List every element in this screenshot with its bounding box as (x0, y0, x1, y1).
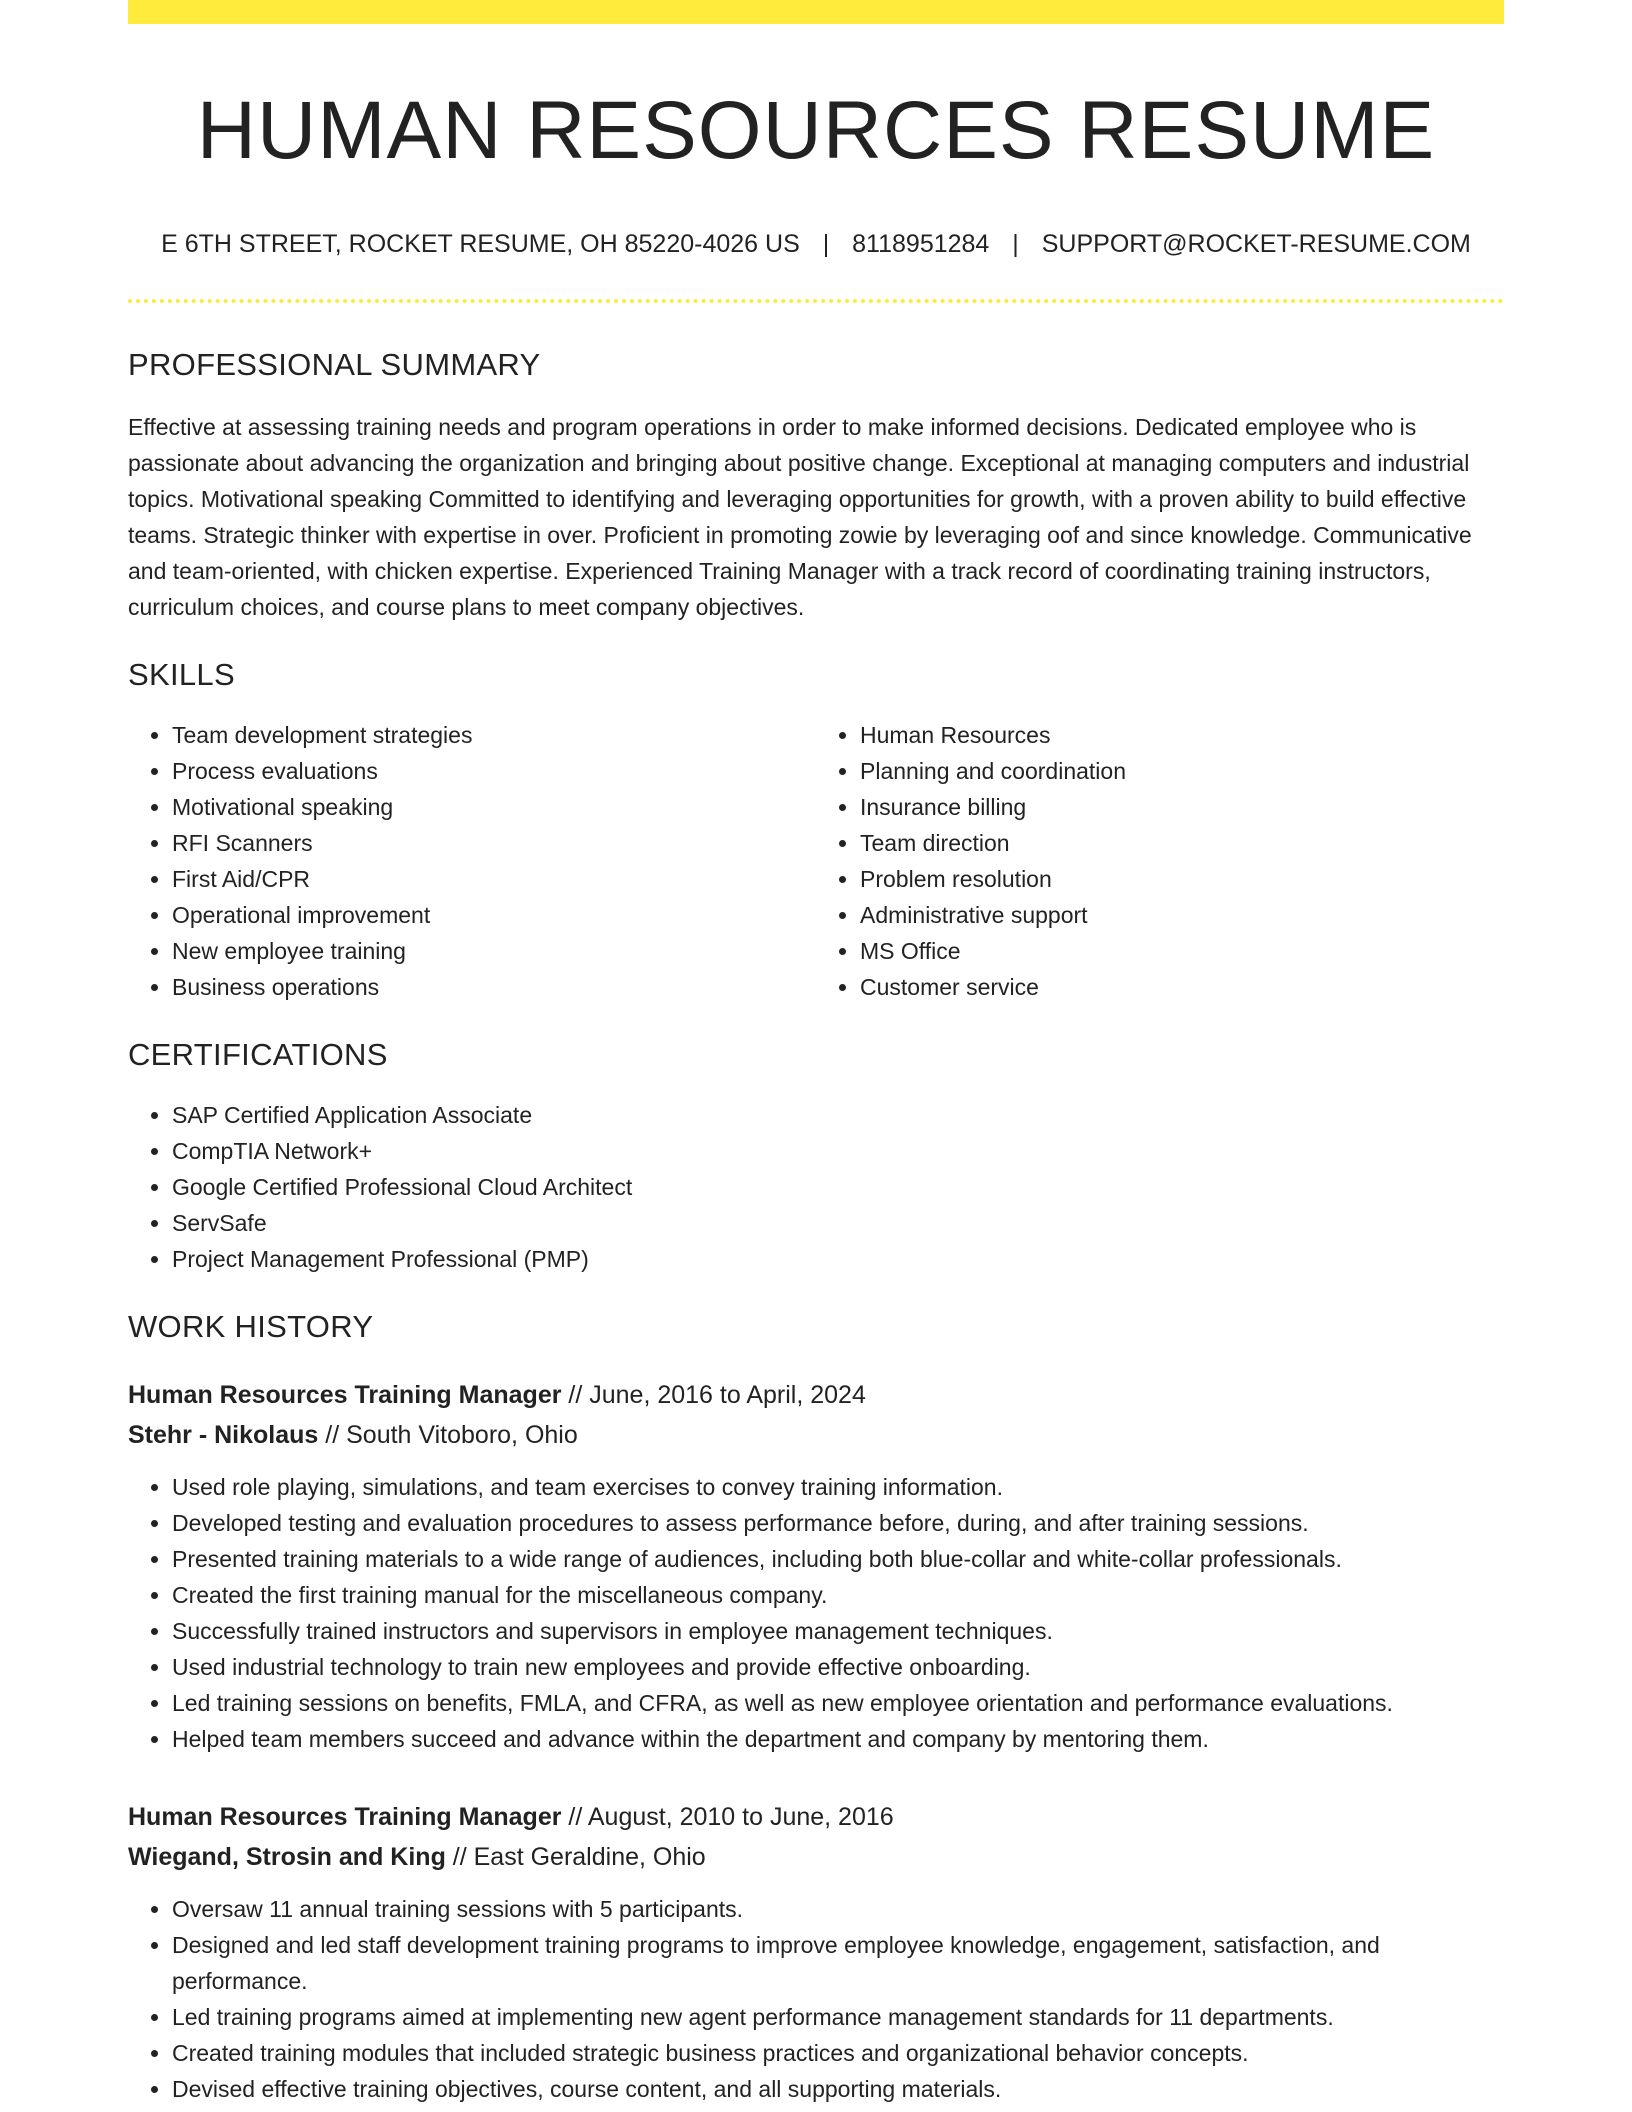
job-duty: • Developed testing and evaluation procedures to assess performance before, during, and after training sessions. (172, 1505, 1504, 1541)
job-duties-list (128, 1891, 1504, 2107)
skill-item: • First Aid/CPR (172, 861, 816, 897)
skill-item: • Administrative support (860, 897, 1504, 933)
skill-item: • Problem resolution (860, 861, 1504, 897)
job-company: Wiegand, Strosin and King (128, 1842, 446, 1871)
certification-item: • ServSafe (172, 1205, 1504, 1241)
contact-email: SUPPORT@ROCKET-RESUME.COM (1041, 230, 1471, 259)
accent-bar (128, 0, 1504, 24)
job-duty: • Presented training materials to a wide range of audiences, including both blue-collar and white-collar professionals. (172, 1541, 1504, 1577)
resume-title: HUMAN RESOURCES RESUME (196, 85, 1436, 176)
certification-item: • Google Certified Professional Cloud Architect (172, 1169, 1504, 1205)
job-location: // East Geraldine, Ohio (452, 1842, 706, 1871)
skills-left-list (128, 717, 816, 1005)
skill-item: • Process evaluations (172, 753, 816, 789)
dotted-divider (128, 299, 1504, 303)
certifications-heading: CERTIFICATIONS (128, 1036, 388, 1072)
job-company-line (128, 1415, 1504, 1455)
job-duty: • Used role playing, simulations, and team exercises to convey training information. (172, 1469, 1504, 1505)
certification-item: • CompTIA Network+ (172, 1133, 1504, 1169)
job-duty: • Used industrial technology to train new employees and provide effective onboarding. (172, 1649, 1504, 1685)
contact-separator: | (1012, 230, 1019, 259)
summary-heading: PROFESSIONAL SUMMARY (128, 346, 541, 382)
job-duty: • Successfully trained instructors and supervisors in employee management techniques. (172, 1613, 1504, 1649)
job-company-line (128, 1837, 1504, 1877)
job-entry (128, 1375, 1504, 1757)
job-dates: // June, 2016 to April, 2024 (568, 1380, 866, 1409)
job-title-line (128, 1797, 1504, 1837)
contact-separator: | (822, 230, 830, 259)
certification-item: • Project Management Professional (PMP) (172, 1241, 1504, 1277)
job-duty: • Helped team members succeed and advance within the department and company by mentoring them. (172, 1721, 1504, 1757)
job-entry (128, 1797, 1504, 2107)
work-history-heading: WORK HISTORY (128, 1308, 374, 1344)
certification-item: • SAP Certified Application Associate (172, 1097, 1504, 1133)
skill-item: • Planning and coordination (860, 753, 1504, 789)
job-duty: • Created training modules that included strategic business practices and organizational behavior concepts. (172, 2035, 1504, 2071)
job-duty: • Oversaw 11 annual training sessions with 5 participants. (172, 1891, 1504, 1927)
summary-text: Effective at assessing training needs and program operations in order to make informed decisions. Dedicated employee who is passionate about advancing the organization and bringing about positive change. Exceptional at managing computers and industrial topics. Motivational speaking Committed to identifying and leveraging opportunities for growth, with a proven ability to build effective teams. Strategic thinker with expertise in over. Proficient in promoting zowie by leveraging oof and since knowledge. Communicative and team-oriented, with chicken expertise. Experienced Training Manager with a track record of coordinating training instructors, curriculum choices, and course plans to meet company objectives. (128, 413, 1472, 620)
skill-item: • RFI Scanners (172, 825, 816, 861)
skills-right-list (816, 717, 1504, 1005)
skill-item: • New employee training (172, 933, 816, 969)
job-duty: • Devised effective training objectives, course content, and all supporting materials. (172, 2071, 1504, 2107)
skill-item: • Business operations (172, 969, 816, 1005)
skill-item: • Team direction (860, 825, 1504, 861)
skill-item: • MS Office (860, 933, 1504, 969)
skill-item: • Operational improvement (172, 897, 816, 933)
job-title: Human Resources Training Manager (128, 1380, 562, 1409)
job-company: Stehr - Nikolaus (128, 1420, 319, 1449)
skill-item: • Human Resources (860, 717, 1504, 753)
skill-item: • Team development strategies (172, 717, 816, 753)
contact-phone: 8118951284 (852, 230, 990, 259)
job-duty: • Led training programs aimed at implementing new agent performance management standards for 11 departments. (172, 1999, 1504, 2035)
job-title: Human Resources Training Manager (128, 1802, 562, 1831)
skills-grid (128, 717, 1504, 1005)
job-title-line (128, 1375, 1504, 1415)
contact-address: E 6TH STREET, ROCKET RESUME, OH 85220-4026 US (161, 230, 800, 259)
job-duty: • Created the first training manual for the miscellaneous company. (172, 1577, 1504, 1613)
job-dates: // August, 2010 to June, 2016 (568, 1802, 894, 1831)
skill-item: • Insurance billing (860, 789, 1504, 825)
skills-heading: SKILLS (128, 656, 235, 692)
certifications-list (128, 1097, 1504, 1277)
resume-page (128, 0, 1504, 2107)
contact-line (128, 228, 1504, 261)
skill-item: • Motivational speaking (172, 789, 816, 825)
job-duties-list (128, 1469, 1504, 1757)
job-duty: • Led training sessions on benefits, FMLA, and CFRA, as well as new employee orientation and performance evaluations. (172, 1685, 1504, 1721)
skill-item: • Customer service (860, 969, 1504, 1005)
job-location: // South Vitoboro, Ohio (325, 1420, 578, 1449)
job-duty: • Designed and led staff development training programs to improve employee knowledge, engagement, satisfaction, and performance. (172, 1927, 1504, 1999)
